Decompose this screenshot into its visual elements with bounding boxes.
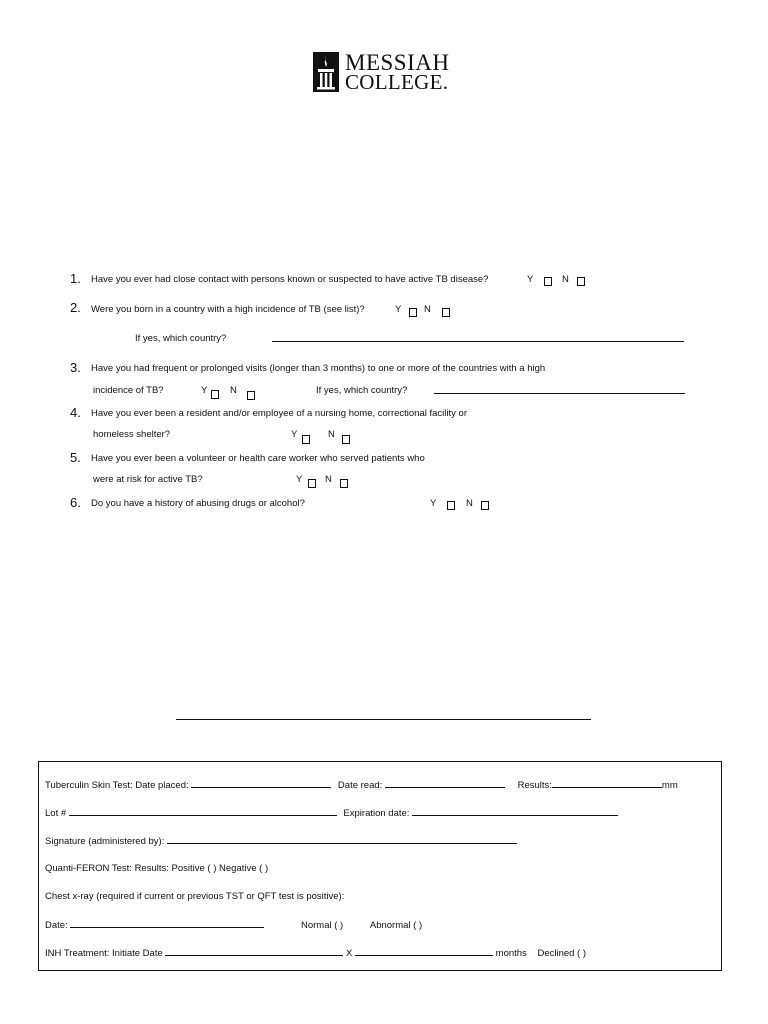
test-results-panel xyxy=(38,761,722,971)
question-3-text: Have you had frequent or prolonged visits (longer than 3 months) to one or more of the countries with a high xyxy=(91,363,546,374)
inh-row xyxy=(45,947,586,959)
question-4-yes-label: Y xyxy=(291,429,298,440)
question-3-country-input[interactable] xyxy=(434,393,685,394)
expiration-label: Expiration date: xyxy=(343,808,410,819)
question-2-yes-checkbox[interactable] xyxy=(409,303,417,321)
question-6-yes-checkbox[interactable] xyxy=(447,496,455,514)
question-2-text: Were you born in a country with a high incidence of TB (see list)? xyxy=(91,304,365,315)
xray-date-row xyxy=(45,919,422,931)
tst-date-read-input[interactable] xyxy=(385,779,505,788)
question-1-no-checkbox[interactable] xyxy=(577,272,585,290)
college-logo xyxy=(313,51,449,93)
question-5-number: 5. xyxy=(70,450,81,465)
lot-input[interactable] xyxy=(69,807,337,816)
question-5-no-checkbox[interactable] xyxy=(340,474,348,492)
question-6-number: 6. xyxy=(70,495,81,510)
tst-date-read-label: Date read: xyxy=(337,780,383,791)
lot-row xyxy=(45,807,618,819)
signature-label: Signature (administered by): xyxy=(45,836,165,847)
question-4-text-continued: homeless shelter? xyxy=(93,429,171,440)
question-1-number: 1. xyxy=(70,271,81,286)
tst-date-placed-input[interactable] xyxy=(191,779,331,788)
inh-months-label: months xyxy=(495,948,527,959)
inh-x-label: X xyxy=(346,948,353,959)
signature-line[interactable] xyxy=(176,719,591,720)
inh-months-input[interactable] xyxy=(355,947,493,956)
signature-row xyxy=(45,835,517,847)
tst-results-label: Results: xyxy=(517,780,552,791)
signature-input[interactable] xyxy=(167,835,517,844)
logo-line1: MESSIAH xyxy=(345,50,450,75)
logo-line2: COLLEGE. xyxy=(345,70,449,94)
question-6-yes-label: Y xyxy=(430,498,437,509)
question-4-text: Have you ever been a resident and/or employee of a nursing home, correctional facility or xyxy=(91,408,467,419)
question-3-yes-checkbox[interactable] xyxy=(211,385,219,403)
question-3-number: 3. xyxy=(70,360,81,375)
expiration-input[interactable] xyxy=(412,807,618,816)
tst-date-placed-label: Tuberculin Skin Test: Date placed: xyxy=(45,780,189,791)
question-2-country-input[interactable] xyxy=(272,341,684,342)
question-2-no-checkbox[interactable] xyxy=(442,303,450,321)
question-3-no-checkbox[interactable] xyxy=(247,386,255,404)
question-5-no-label: N xyxy=(325,474,332,485)
inh-label: INH Treatment: Initiate Date xyxy=(45,948,163,959)
question-4-no-checkbox[interactable] xyxy=(342,430,350,448)
xray-normal[interactable]: Normal ( ) xyxy=(301,920,344,931)
chest-xray-row: Chest x-ray (required if current or previous TST or QFT test is positive): xyxy=(45,891,345,902)
question-2-number: 2. xyxy=(70,300,81,315)
question-5-text-continued: were at risk for active TB? xyxy=(93,474,203,485)
question-4-yes-checkbox[interactable] xyxy=(302,430,310,448)
xray-abnormal[interactable]: Abnormal ( ) xyxy=(369,920,423,931)
college-logo-icon xyxy=(313,52,339,92)
inh-declined[interactable]: Declined ( ) xyxy=(537,948,587,959)
question-5-text: Have you ever been a volunteer or health care worker who served patients who xyxy=(91,453,425,464)
question-3-no-label: N xyxy=(230,385,237,396)
quantiferon-row: Quanti-FERON Test: Results: Positive ( ) Negative ( ) xyxy=(45,863,269,874)
question-6-no-label: N xyxy=(466,498,473,509)
question-2-yes-label: Y xyxy=(395,304,402,315)
question-5-yes-label: Y xyxy=(296,474,303,485)
question-3-text-continued: incidence of TB? xyxy=(93,385,164,396)
question-1-no-label: N xyxy=(562,274,569,285)
xray-date-label: Date: xyxy=(45,920,68,931)
question-4-no-label: N xyxy=(328,429,335,440)
question-2-followup: If yes, which country? xyxy=(135,333,227,344)
tst-mm-label: mm xyxy=(661,780,678,791)
question-3-yes-label: Y xyxy=(201,385,208,396)
xray-date-input[interactable] xyxy=(70,919,264,928)
inh-date-input[interactable] xyxy=(165,947,343,956)
question-1-yes-label: Y xyxy=(527,274,534,285)
tst-row xyxy=(45,779,678,791)
question-6-no-checkbox[interactable] xyxy=(481,496,489,514)
tst-results-input[interactable] xyxy=(552,779,662,788)
question-3-followup: If yes, which country? xyxy=(316,385,408,396)
question-2-no-label: N xyxy=(424,304,431,315)
lot-label: Lot # xyxy=(45,808,67,819)
question-4-number: 4. xyxy=(70,405,81,420)
question-6-text: Do you have a history of abusing drugs or alcohol? xyxy=(91,498,305,509)
question-1-yes-checkbox[interactable] xyxy=(544,272,552,290)
question-5-yes-checkbox[interactable] xyxy=(308,474,316,492)
question-1-text: Have you ever had close contact with persons known or suspected to have active TB disease? xyxy=(91,274,489,285)
